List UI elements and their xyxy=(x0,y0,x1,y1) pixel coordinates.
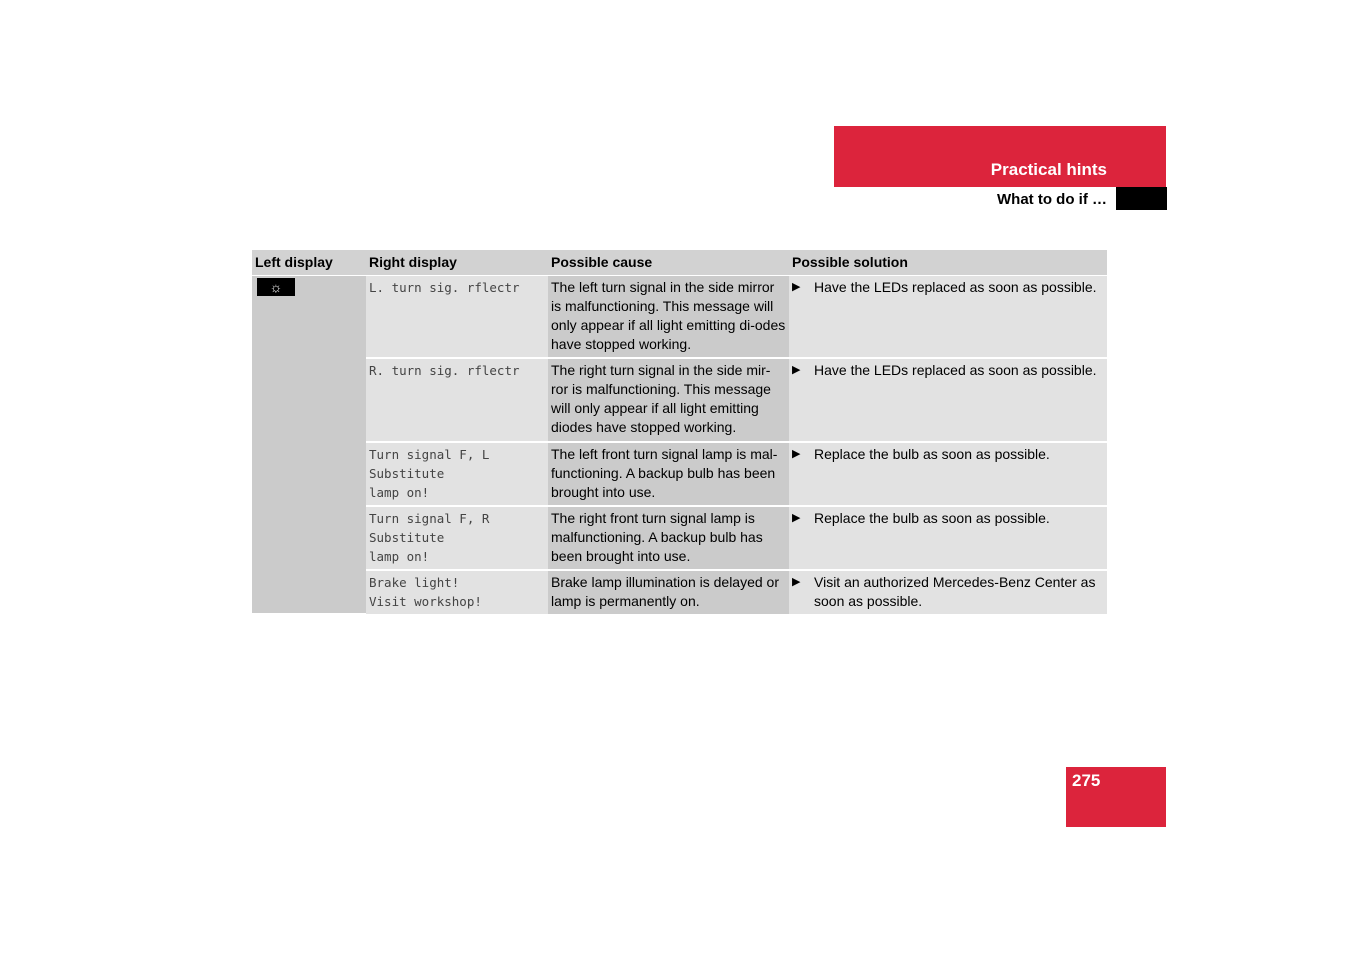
possible-solution-text: Have the LEDs replaced as soon as possible. xyxy=(814,362,1097,378)
column-header-left-display: Left display xyxy=(252,250,366,275)
bullet-arrow-icon: ▶ xyxy=(792,280,801,293)
possible-solution-text: Replace the bulb as soon as possible. xyxy=(814,510,1050,526)
section-tab xyxy=(834,126,1166,187)
possible-solution-text: Replace the bulb as soon as possible. xyxy=(814,446,1050,462)
table-row xyxy=(252,506,1107,570)
right-display-text: Turn signal F, L Substitute lamp on! xyxy=(366,442,548,506)
possible-cause-text: The left front turn signal lamp is mal-functioning. A backup bulb has been brought into use. xyxy=(548,442,789,506)
table-row xyxy=(252,275,1107,358)
chapter-marker xyxy=(1116,187,1167,210)
possible-cause-text: The left turn signal in the side mirror is malfunctioning. This message will only appear if all light emitting di-odes have stopped working. xyxy=(548,275,789,358)
possible-solution-text: Have the LEDs replaced as soon as possible. xyxy=(814,278,1097,295)
possible-solution-cell xyxy=(789,358,1107,442)
bullet-arrow-icon: ▶ xyxy=(792,448,801,460)
bullet-arrow-icon: ▶ xyxy=(792,576,801,588)
possible-solution-text: Visit an authorized Mercedes-Benz Center as soon as possible. xyxy=(814,574,1096,609)
right-display-text: Brake light! Visit workshop! xyxy=(366,570,548,614)
right-display-text: L. turn sig. rflectr xyxy=(366,275,548,358)
table-header-row xyxy=(252,250,1107,275)
column-header-possible-solution: Possible solution xyxy=(789,250,1107,275)
right-display-text: Turn signal F, R Substitute lamp on! xyxy=(366,506,548,570)
possible-solution-cell xyxy=(789,506,1107,570)
table-row xyxy=(252,442,1107,506)
bullet-arrow-icon: ▶ xyxy=(792,364,801,376)
possible-solution-cell xyxy=(789,275,1107,358)
column-header-possible-cause: Possible cause xyxy=(548,250,789,275)
right-display-text: R. turn sig. rflectr xyxy=(366,358,548,442)
possible-cause-text: The right front turn signal lamp is malfunctioning. A backup bulb has been brought into use. xyxy=(548,506,789,570)
page-number-tab xyxy=(1066,767,1166,827)
bullet-arrow-icon: ▶ xyxy=(792,512,801,524)
table-row xyxy=(252,358,1107,442)
possible-solution-cell xyxy=(789,442,1107,506)
possible-cause-text: The right turn signal in the side mir-ror is malfunctioning. This message will only appear if all light emitting diodes have stopped working. xyxy=(548,358,789,442)
page-number: 275 xyxy=(1072,771,1101,790)
fault-message-table xyxy=(252,250,1107,615)
left-display-cell xyxy=(252,275,366,614)
possible-cause-text: Brake lamp illumination is delayed or lamp is permanently on. xyxy=(548,570,789,614)
table-row xyxy=(252,570,1107,614)
possible-solution-cell xyxy=(789,570,1107,614)
section-title: Practical hints xyxy=(990,160,1107,179)
subsection-title: What to do if … xyxy=(997,191,1107,208)
exterior-lamp-icon: ☼ xyxy=(257,278,295,296)
column-header-right-display: Right display xyxy=(366,250,548,275)
